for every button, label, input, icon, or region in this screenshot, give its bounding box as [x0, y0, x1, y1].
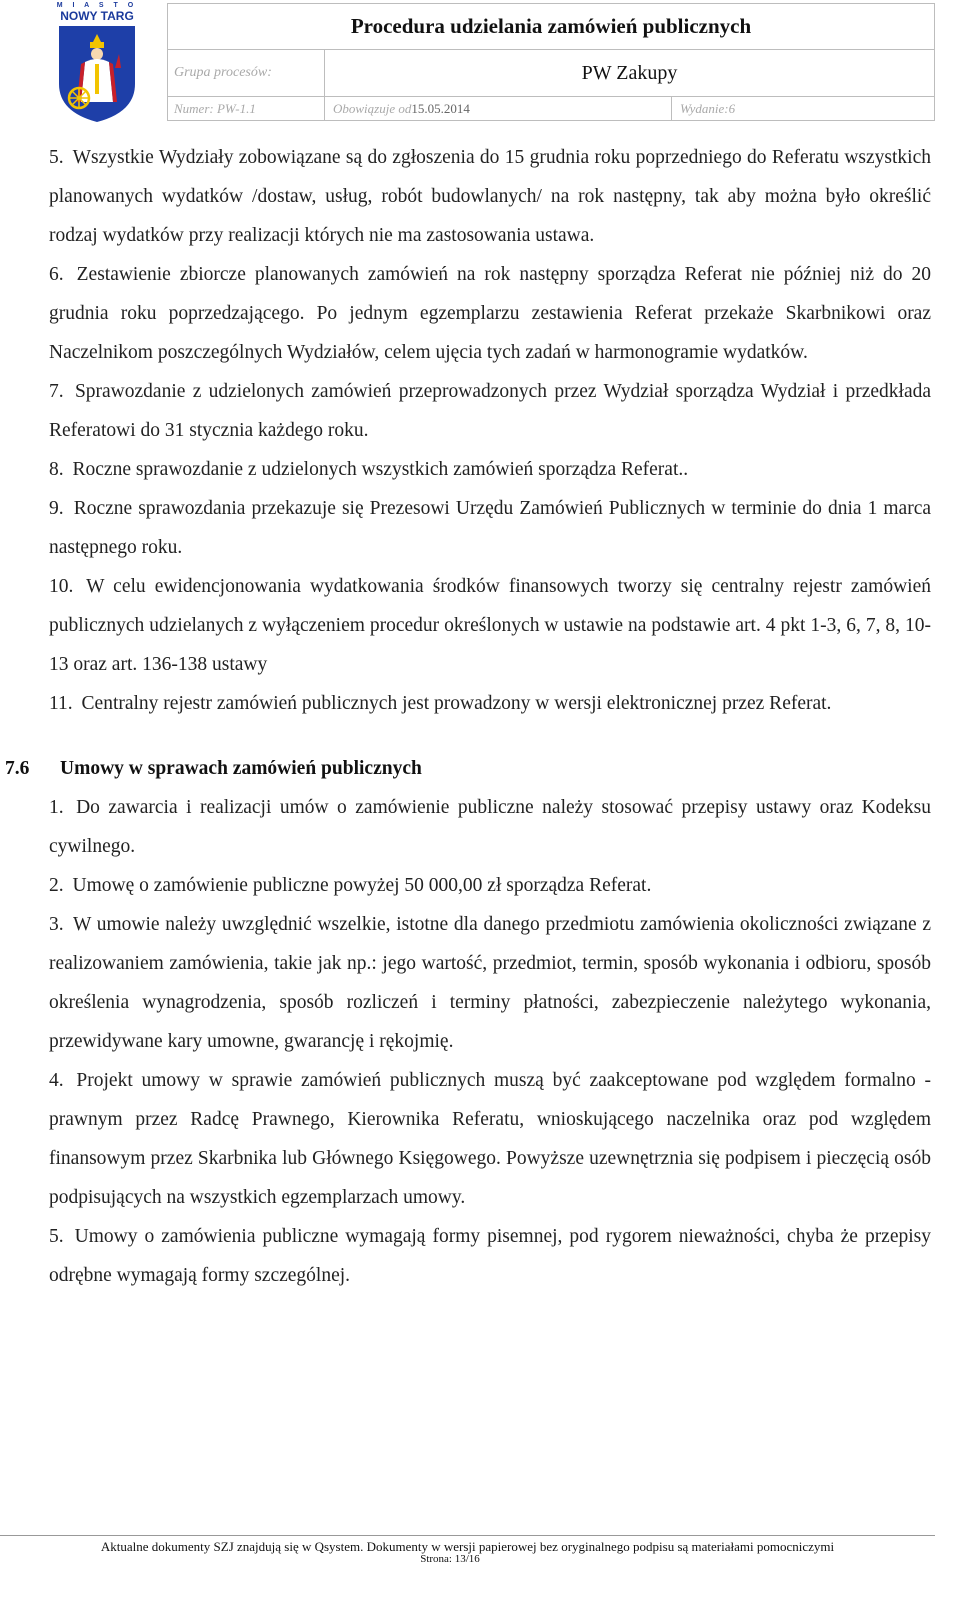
section-heading — [5, 749, 931, 788]
header-row-meta — [168, 97, 934, 121]
item-text: Sprawozdanie z udzielonych zamówień przeprowadzonych przez Wydział sporządza Wydział i przedkłada Referatowi do 31 stycznia każdego roku. — [49, 381, 932, 441]
list-section-a — [49, 138, 931, 723]
footer-note: Aktualne dokumenty SZJ znajdują się w Qsystem. Dokumenty w wersji papierowej bez oryginalnego podpisu są materiałami pomocniczymi — [100, 1539, 835, 1554]
item-text: Umowy o zamówienia publiczne wymagają formy pisemnej, pod rygorem nieważności, chyba że przepisy odrębne wymagają formy szczególnej. — [49, 1226, 932, 1286]
list-item — [49, 372, 931, 450]
list-item — [49, 1217, 931, 1295]
footer-divider — [0, 1535, 935, 1536]
item-number: 5. — [49, 147, 64, 168]
item-number: 11. — [49, 693, 73, 714]
document-title: Procedura udzielania zamówień publicznych — [350, 14, 752, 38]
logo-text — [48, 2, 146, 22]
item-number: 2. — [49, 875, 64, 896]
item-number: 5. — [49, 1226, 64, 1247]
item-number: 10. — [49, 576, 74, 597]
edition-number: Wydanie:6 — [680, 101, 736, 116]
item-number: 1. — [49, 797, 64, 818]
item-number: 4. — [49, 1070, 64, 1091]
header-row-title — [168, 4, 934, 50]
item-text: Roczne sprawozdanie z udzielonych wszystkich zamówień sporządza Referat.. — [72, 459, 689, 480]
list-item — [49, 866, 931, 905]
list-item — [49, 788, 931, 866]
coat-of-arms-icon — [57, 24, 137, 124]
list-item — [49, 450, 931, 489]
item-text: Centralny rejestr zamówień publicznych jest prowadzony w wersji elektronicznej przez Referat. — [81, 693, 832, 714]
item-text: Umowę o zamówienie publiczne powyżej 50 000,00 zł sporządza Referat. — [72, 875, 652, 896]
item-number: 6. — [49, 264, 64, 285]
item-text: Wszystkie Wydziały zobowiązane są do zgłoszenia do 15 grudnia roku poprzedniego do Referatu wszystkich planowanych wydatków /dostaw, usług, robót budowlanych/ na rok następny, tak aby można było określić rodzaj wydatków przy realizacji których nie ma zastosowania ustawa. — [49, 147, 931, 246]
list-item — [49, 138, 931, 255]
section-number: 7.6 — [5, 758, 30, 779]
list-item — [49, 905, 931, 1061]
item-text: W celu ewidencjonowania wydatkowania środków finansowych tworzy się centralny rejestr zamówień publicznych udzielanych z wyłączeniem procedur określonych w ustawie na podstawie art. 4 pkt 1-3, 6, 7, 8, 10-13 oraz art. 136-138 ustawy — [49, 576, 931, 675]
logo-city-name: NOWY TARG — [60, 9, 134, 23]
section-title: Umowy w sprawach zamówień publicznych — [60, 758, 422, 779]
item-text: Projekt umowy w sprawie zamówień publicznych muszą być zaakceptowane pod względem formalno - prawnym przez Radcę Prawnego, Kierownika Referatu, wnioskującego naczelnika oraz pod względem finansowym przez Skarbnika lub Głównego Księgowego. Powyższe uzewnętrznia się podpisem i pieczęcią osób podpisujących na wszystkich egzemplarzach umowy. — [49, 1070, 932, 1208]
list-item — [49, 567, 931, 684]
item-text: W umowie należy uwzględnić wszelkie, istotne dla danego przedmiotu zamówienia okoliczności związane z realizowaniem zamówienia, takie jak np.: jego wartość, przedmiot, termin, sposób wykonania i odbioru, sposób określenia wynagrodzenia, sposób rozliczeń i terminy płatności, zabezpieczenie należytego wykonania, przewidywane kary umowne, gwarancję i rękojmię. — [49, 914, 931, 1052]
header-row-group — [168, 50, 934, 97]
list-item — [49, 255, 931, 372]
item-number: 3. — [49, 914, 64, 935]
item-text: Roczne sprawozdania przekazuje się Prezesowi Urzędu Zamówień Publicznych w terminie do dnia 1 marca następnego roku. — [49, 498, 932, 558]
item-text: Zestawienie zbiorcze planowanych zamówień na rok następny sporządza Referat nie później niż do 20 grudnia roku poprzedzającego. Po jednym egzemplarzu zestawienia Referat przekaże Skarbnikowi oraz Naczelnikom poszczególnych Wydziałów, celem ujęcia tych zadań w harmonogramie wydatków. — [49, 264, 932, 363]
document-number: Numer: PW-1.1 — [168, 97, 325, 121]
list-item — [49, 684, 931, 723]
list-item — [49, 489, 931, 567]
item-number: 9. — [49, 498, 64, 519]
process-group-label: Grupa procesów: — [168, 50, 325, 96]
item-text: Do zawarcia i realizacji umów o zamówienie publiczne należy stosować przepisy ustawy oraz Kodeksu cywilnego. — [49, 797, 931, 857]
document-body — [5, 138, 932, 1295]
page-number: Strona: 13/16 — [420, 1553, 480, 1565]
item-number: 8. — [49, 459, 64, 480]
logo-city-small: M I A S T O — [56, 2, 138, 9]
list-section-b — [49, 788, 931, 1295]
list-item — [49, 1061, 931, 1217]
valid-from-label: Obowiązuje od — [333, 101, 412, 116]
valid-from — [325, 97, 672, 121]
process-group-value: PW Zakupy — [581, 61, 678, 84]
document-header-table — [167, 3, 935, 121]
item-number: 7. — [49, 381, 64, 402]
valid-from-date: 15.05.2014 — [411, 101, 470, 116]
city-logo — [48, 2, 146, 126]
